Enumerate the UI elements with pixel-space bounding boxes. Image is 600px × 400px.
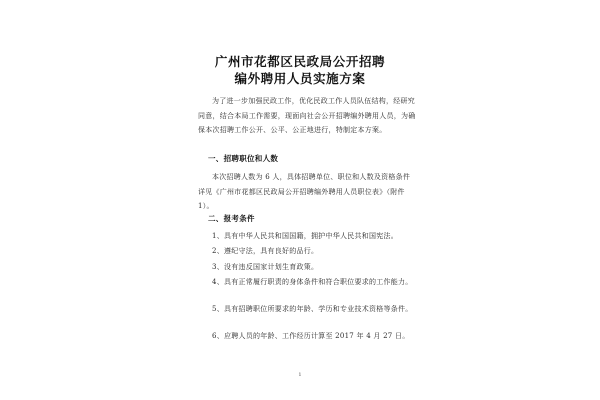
condition-item: 6、应聘人员的年龄、工作经历计算至 2017 年 4 月 27 日。: [212, 332, 410, 340]
condition-item: 3、没有违反国家计划生育政策。: [212, 263, 319, 271]
page-number: 1: [298, 372, 302, 378]
condition-item: 2、遵纪守法，具有良好的品行。: [212, 247, 319, 255]
document-title-line-1: 广州市花都区民政局公开招聘: [214, 54, 386, 69]
section-heading-positions: 一、招聘职位和人数: [208, 154, 279, 163]
section-heading-conditions: 二、报考条件: [208, 214, 255, 223]
positions-paragraph: 本次招聘人数为 6 人，具体招聘单位、职位和人数及资格条件详见《广州市花都区民政局公开招聘编外聘用人员职位表》（附件 1）。: [198, 173, 411, 210]
condition-item: 4、具有正常履行职责的身体条件和符合职位要求的工作能力。: [212, 278, 413, 286]
condition-item: 5、具有招聘职位所要求的年龄、学历和专业技术资格等条件。: [212, 305, 413, 313]
intro-paragraph: 为了进一步加强民政工作，优化民政工作人员队伍结构，经研究同意，结合本局工作需要，现面向社会公开招聘编外聘用人员，为确保本次招聘工作公开、公平、公正地进行，特制定本方案。: [198, 97, 416, 134]
condition-item: 1、具有中华人民共和国国籍，拥护中华人民共和国宪法。: [212, 232, 398, 240]
document-title-line-2: 编外聘用人员实施方案: [234, 71, 366, 86]
